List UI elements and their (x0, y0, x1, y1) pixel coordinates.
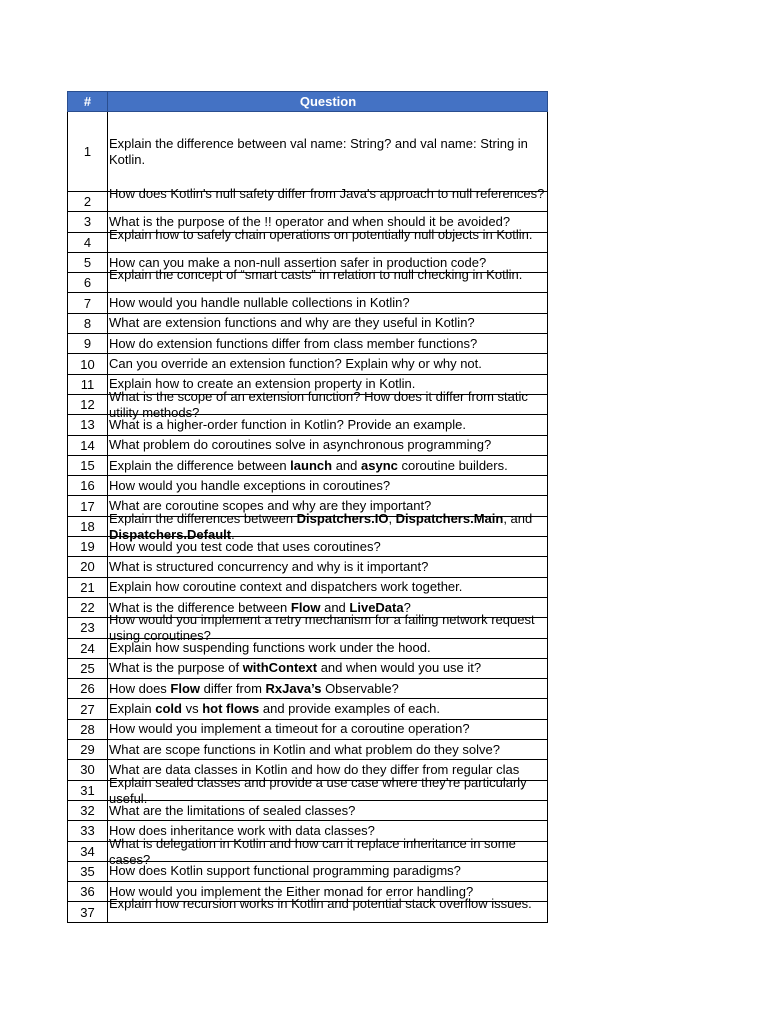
question-text: What are extension functions and why are they useful in Kotlin? (109, 315, 475, 331)
row-question (108, 578, 547, 597)
table-row (67, 436, 548, 456)
row-number: 18 (68, 517, 108, 536)
question-text: How does Kotlin's null safety differ from Java's approach to null references? (109, 186, 545, 201)
row-number: 17 (68, 496, 108, 515)
table-row (67, 896, 548, 922)
question-text: How would you implement the Either monad for error handling? (109, 883, 474, 899)
question-text: How does Flow differ from RxJava’s Observable? (109, 680, 399, 696)
table-row (67, 774, 548, 806)
question-text: How would you implement a retry mechanism for a failing network request using coroutines? (109, 612, 535, 644)
table-row (67, 456, 548, 476)
table-header (67, 91, 548, 112)
row-number: 24 (68, 639, 108, 658)
table-row (67, 537, 548, 557)
row-question (108, 267, 547, 292)
table-row (67, 659, 548, 679)
row-number: 27 (68, 699, 108, 718)
row-number: 30 (68, 760, 108, 779)
row-number: 20 (68, 557, 108, 576)
row-number: 4 (68, 233, 108, 252)
row-question (108, 226, 547, 252)
table-row (67, 801, 548, 821)
question-text: Explain sealed classes and provide a use case where they’re particularly useful. (109, 774, 527, 806)
row-question (108, 659, 547, 678)
row-question (108, 415, 547, 434)
question-text: Explain how to create an extension property in Kotlin. (109, 376, 416, 392)
row-question (108, 720, 547, 739)
row-question (108, 537, 547, 556)
row-number: 25 (68, 659, 108, 678)
row-number: 7 (68, 293, 108, 312)
table-row (67, 835, 548, 867)
row-question (108, 639, 547, 658)
table-row (67, 557, 548, 577)
table-row (67, 112, 548, 192)
table-row (67, 679, 548, 699)
row-question (108, 699, 547, 718)
row-question (108, 835, 547, 867)
question-text: What is the scope of an extension function? How does it differ from static utility methods? (109, 388, 528, 420)
row-question (108, 293, 547, 312)
table-row (67, 415, 548, 435)
question-text: What is structured concurrency and why is it important? (109, 558, 429, 574)
row-question (108, 112, 547, 191)
row-number: 10 (68, 354, 108, 373)
table-row (67, 354, 548, 374)
question-text: How do extension functions differ from class member functions? (109, 335, 478, 351)
question-text: What is a higher-order function in Kotlin? Provide an example. (109, 416, 466, 432)
question-text: Explain cold vs hot flows and provide examples of each. (109, 701, 440, 717)
row-number: 14 (68, 436, 108, 455)
table-row (67, 720, 548, 740)
question-text: Explain how suspending functions work under the hood. (109, 640, 431, 656)
row-question (108, 612, 547, 644)
row-number: 6 (68, 273, 108, 292)
row-question (108, 354, 547, 373)
question-text: What are the limitations of sealed classes? (109, 802, 356, 818)
row-number: 37 (68, 902, 108, 921)
row-number: 15 (68, 456, 108, 475)
question-text: How would you implement a timeout for a coroutine operation? (109, 721, 470, 737)
row-number: 11 (68, 375, 108, 394)
row-number: 31 (68, 781, 108, 800)
row-question (108, 801, 547, 820)
row-number: 34 (68, 842, 108, 861)
header-number: # (68, 92, 108, 111)
row-question (108, 510, 547, 542)
row-number: 9 (68, 334, 108, 353)
table-row (67, 639, 548, 659)
table-row (67, 740, 548, 760)
question-text: Explain the difference between launch and async coroutine builders. (109, 457, 508, 473)
row-question (108, 774, 547, 806)
question-text: What are scope functions in Kotlin and what problem do they solve? (109, 741, 500, 757)
table-row (67, 612, 548, 644)
header-question: Question (299, 93, 357, 109)
row-question (108, 334, 547, 353)
question-text: What are data classes in Kotlin and how do they differ from regular clas (109, 761, 520, 777)
row-number: 26 (68, 679, 108, 698)
row-question (108, 314, 547, 333)
row-number: 21 (68, 578, 108, 597)
row-number: 32 (68, 801, 108, 820)
row-question (108, 740, 547, 759)
question-text: How can you make a non-null assertion safer in production code? (109, 254, 487, 270)
table-row (67, 699, 548, 719)
row-number: 3 (68, 212, 108, 231)
row-question (108, 436, 547, 455)
row-question (108, 388, 547, 420)
row-number: 36 (68, 882, 108, 901)
row-question (108, 862, 547, 881)
row-question (108, 186, 547, 211)
table-row (67, 267, 548, 293)
table-row (67, 388, 548, 420)
table-row (67, 334, 548, 354)
question-text: Explain how to safely chain operations on potentially null objects in Kotlin. (109, 226, 533, 242)
row-question (108, 557, 547, 576)
row-number: 5 (68, 253, 108, 272)
table-row (67, 293, 548, 313)
row-question (108, 679, 547, 698)
table-row (67, 186, 548, 212)
row-number: 22 (68, 598, 108, 617)
question-text: How does Kotlin support functional programming paradigms? (109, 863, 461, 879)
table-body (67, 112, 548, 923)
row-number: 13 (68, 415, 108, 434)
question-text: Explain how recursion works in Kotlin and potential stack overflow issues. (109, 896, 532, 912)
question-text: What is the purpose of the !! operator and when should it be avoided? (109, 213, 511, 229)
table-row (67, 510, 548, 542)
row-number: 29 (68, 740, 108, 759)
row-number: 33 (68, 821, 108, 840)
question-text: What is the difference between Flow and LiveData? (109, 599, 411, 615)
question-text: How would you handle exceptions in coroutines? (109, 477, 391, 493)
row-number: 1 (68, 112, 108, 191)
question-text: Can you override an extension function? Explain why or why not. (109, 356, 482, 372)
question-text: What is delegation in Kotlin and how can it replace inheritance in some cases? (109, 835, 516, 867)
question-text: Explain the difference between val name: String? and val name: String in Kotlin. (109, 135, 528, 167)
question-text: What problem do coroutines solve in asynchronous programming? (109, 437, 492, 453)
question-table (67, 91, 548, 923)
question-text: How would you handle nullable collections in Kotlin? (109, 295, 410, 311)
table-row (67, 578, 548, 598)
question-text: How would you test code that uses coroutines? (109, 538, 381, 554)
row-number: 35 (68, 862, 108, 881)
row-question (108, 476, 547, 495)
row-number: 23 (68, 618, 108, 637)
row-number: 19 (68, 537, 108, 556)
row-question (108, 896, 547, 921)
row-question (108, 456, 547, 475)
table-row (67, 862, 548, 882)
question-text: Explain the concept of “smart casts” in relation to null checking in Kotlin. (109, 267, 523, 283)
question-text: What is the purpose of withContext and when would you use it? (109, 660, 482, 676)
row-number: 28 (68, 720, 108, 739)
table-row (67, 476, 548, 496)
question-text: Explain how coroutine context and dispatchers work together. (109, 579, 463, 595)
row-number: 2 (68, 192, 108, 211)
question-text: What are coroutine scopes and why are they important? (109, 498, 432, 514)
question-text: Explain the differences between Dispatchers.IO, Dispatchers.Main, and Dispatchers.Default. (109, 510, 533, 542)
row-number: 16 (68, 476, 108, 495)
row-number: 8 (68, 314, 108, 333)
table-row (67, 226, 548, 253)
table-row (67, 314, 548, 334)
row-number: 12 (68, 395, 108, 414)
question-text: How does inheritance work with data classes? (109, 822, 375, 838)
